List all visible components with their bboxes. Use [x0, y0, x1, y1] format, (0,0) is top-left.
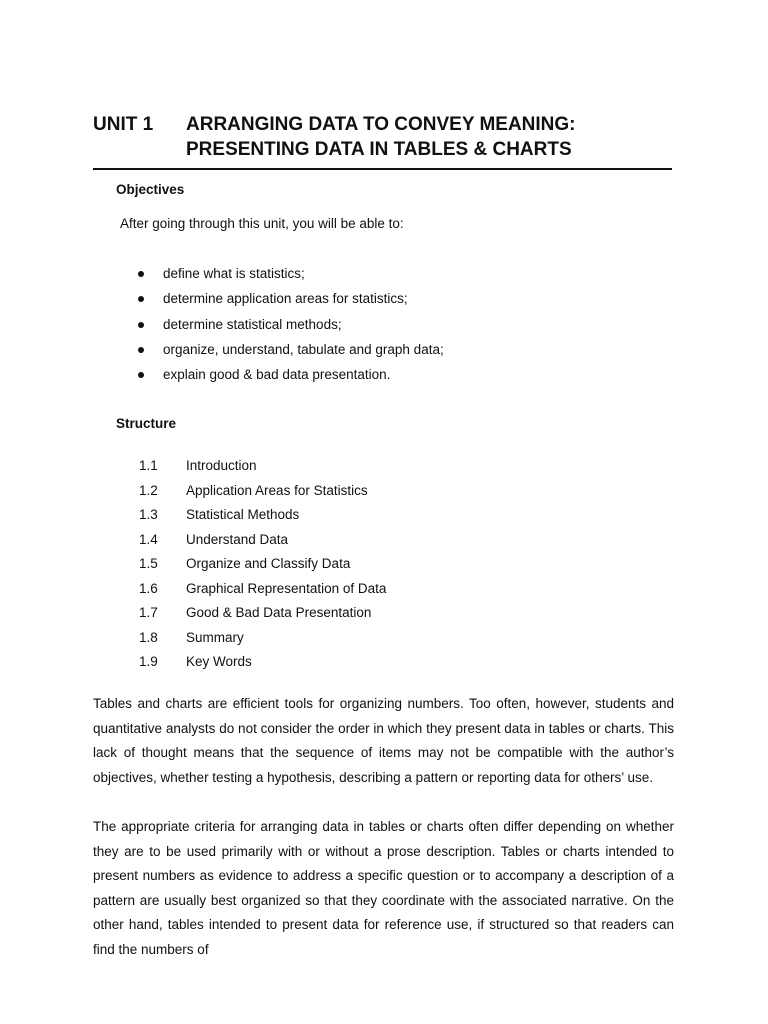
objective-text: define what is statistics; — [163, 266, 305, 281]
objectives-intro: After going through this unit, you will be able to: — [120, 216, 404, 231]
objective-text: organize, understand, tabulate and graph data; — [163, 341, 444, 357]
body-paragraph-2: The appropriate criteria for arranging data in tables or charts often differ depending on whether they are to be used primarily with or without a prose description. Tables or charts intended to present numbers as evidence to address a specific question or to accompany a description of a pattern are usually best organized so that they coordinate with the associated narrative. On the other hand, tables intended to present data for reference use, if structured so that readers can find the numbers of — [93, 819, 674, 957]
objectives-heading: Objectives — [116, 182, 185, 197]
section-title: Key Words — [186, 654, 252, 669]
section-title: Introduction — [186, 458, 257, 473]
section-title: Understand Data — [186, 531, 289, 547]
objective-text: determine statistical methods; — [163, 316, 342, 332]
bullet-icon — [138, 322, 144, 328]
bullet-icon — [138, 347, 144, 353]
section-number: 1.5 — [139, 556, 158, 571]
section-title: Organize and Classify Data — [186, 556, 351, 571]
section-number: 1.6 — [139, 580, 158, 596]
objective-text: explain good & bad data presentation. — [163, 367, 391, 383]
section-title: Summary — [186, 629, 244, 645]
body-paragraph-1: Tables and charts are efficient tools for organizing numbers. Too often, however, students and quantitative analysts do not consider the order in which they present data in tables or charts. This lack of thought means that the sequence of items may not be compatible with the author’s objectives, whether testing a hypothesis, describing a pattern or reporting data for others’ use. — [93, 696, 674, 785]
bullet-icon — [138, 271, 144, 277]
section-title: Graphical Representation of Data — [186, 580, 387, 596]
section-number: 1.1 — [139, 458, 158, 473]
objective-text: determine application areas for statistics; — [163, 291, 408, 307]
bullet-icon — [138, 296, 144, 302]
section-title: Statistical Methods — [186, 507, 300, 522]
unit-title: ARRANGING DATA TO CONVEY MEANING: PRESENTING DATA IN TABLES & CHARTS — [186, 114, 576, 160]
header-divider — [93, 168, 672, 170]
section-number: 1.4 — [139, 531, 158, 547]
section-number: 1.9 — [139, 654, 158, 669]
unit-number: UNIT 1 — [93, 114, 154, 135]
section-title: Good & Bad Data Presentation — [186, 605, 372, 620]
section-number: 1.3 — [139, 507, 158, 522]
section-number: 1.8 — [139, 629, 158, 645]
section-number: 1.7 — [139, 605, 158, 620]
section-number: 1.2 — [139, 482, 158, 498]
structure-heading: Structure — [116, 416, 177, 431]
section-title: Application Areas for Statistics — [186, 482, 368, 498]
bullet-icon — [138, 372, 144, 378]
